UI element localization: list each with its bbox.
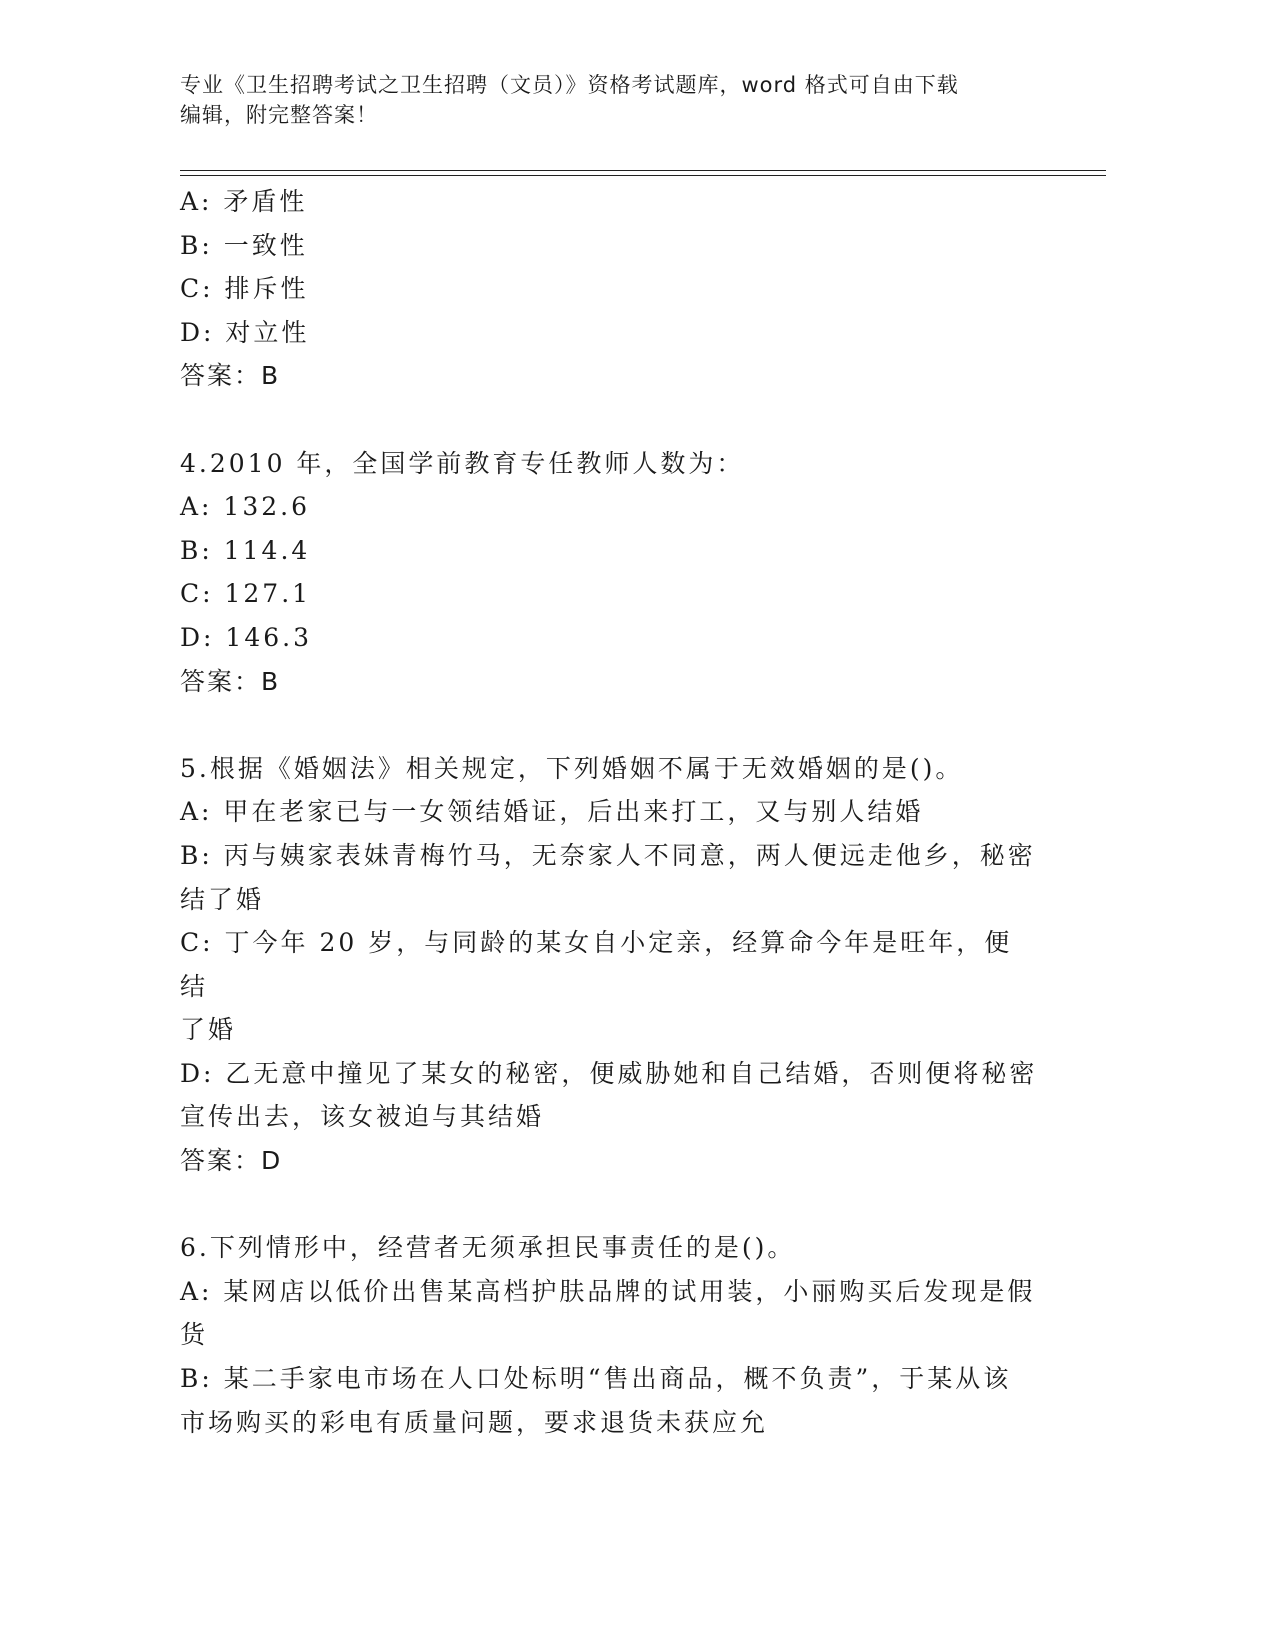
question-text: 6.下列情形中，经营者无须承担民事责任的是()。: [180, 1233, 796, 1263]
question-5: [180, 747, 1040, 1183]
option-c-continued: 了婚: [180, 1015, 237, 1045]
option-a: A: 某网店以低价出售某高档护肤品牌的试用装，小丽购买后发现是假: [180, 1276, 1036, 1306]
question-4: [180, 442, 1040, 704]
option-a: A: 矛盾性: [180, 187, 308, 216]
header-line-1: 专业《卫生招聘考试之卫生招聘（文员）》资格考试题库，word 格式可自由下载: [180, 73, 959, 97]
option-b-continued: 市场购买的彩电有质量问题，要求退货未获应允: [180, 1407, 769, 1437]
question-6: [180, 1226, 1040, 1444]
spacer: [180, 703, 1040, 747]
option-a-continued: 货: [180, 1320, 209, 1350]
option-a: A: 132.6: [180, 492, 310, 522]
option-d: D: 对立性: [180, 317, 310, 347]
question-3: [180, 180, 1040, 398]
option-c: C: 丁今年 20 岁，与同龄的某女自小定亲，经算命今年是旺年，便结: [180, 928, 1013, 1001]
question-text: 5.根据《婚姻法》相关规定，下列婚姻不属于无效婚姻的是()。: [180, 753, 964, 783]
answer: 答案：B: [180, 666, 281, 696]
spacer: [180, 1183, 1040, 1227]
option-b-continued: 结了婚: [180, 884, 265, 914]
option-c: C: 127.1: [180, 579, 312, 609]
header-line-2: 编辑，附完整答案！: [180, 103, 378, 127]
option-b: B: 丙与姨家表妹青梅竹马，无奈家人不同意，两人便远走他乡，秘密: [180, 840, 1036, 870]
spacer: [180, 398, 1040, 442]
option-d-continued: 宣传出去，该女被迫与其结婚: [180, 1102, 545, 1132]
option-b: B: 某二手家电市场在人口处标明“售出商品，概不负责”，于某从该: [180, 1364, 1012, 1394]
option-d: D: 146.3: [180, 622, 312, 652]
document-header: [180, 70, 1040, 130]
option-c: C: 排斥性: [180, 274, 309, 304]
question-list: [180, 180, 1040, 1444]
header-divider-top: [180, 170, 1106, 171]
option-a: A: 甲在老家已与一女领结婚证，后出来打工，又与别人结婚: [180, 797, 924, 827]
answer: 答案：B: [180, 361, 281, 391]
question-text: 4.2010 年，全国学前教育专任教师人数为：: [180, 448, 745, 478]
option-d: D: 乙无意中撞见了某女的秘密，便威胁她和自己结婚，否则便将秘密: [180, 1058, 1038, 1088]
option-b: B: 一致性: [180, 230, 308, 260]
header-divider-bottom: [180, 175, 1106, 176]
option-b: B: 114.4: [180, 535, 311, 565]
answer: 答案：D: [180, 1146, 283, 1176]
